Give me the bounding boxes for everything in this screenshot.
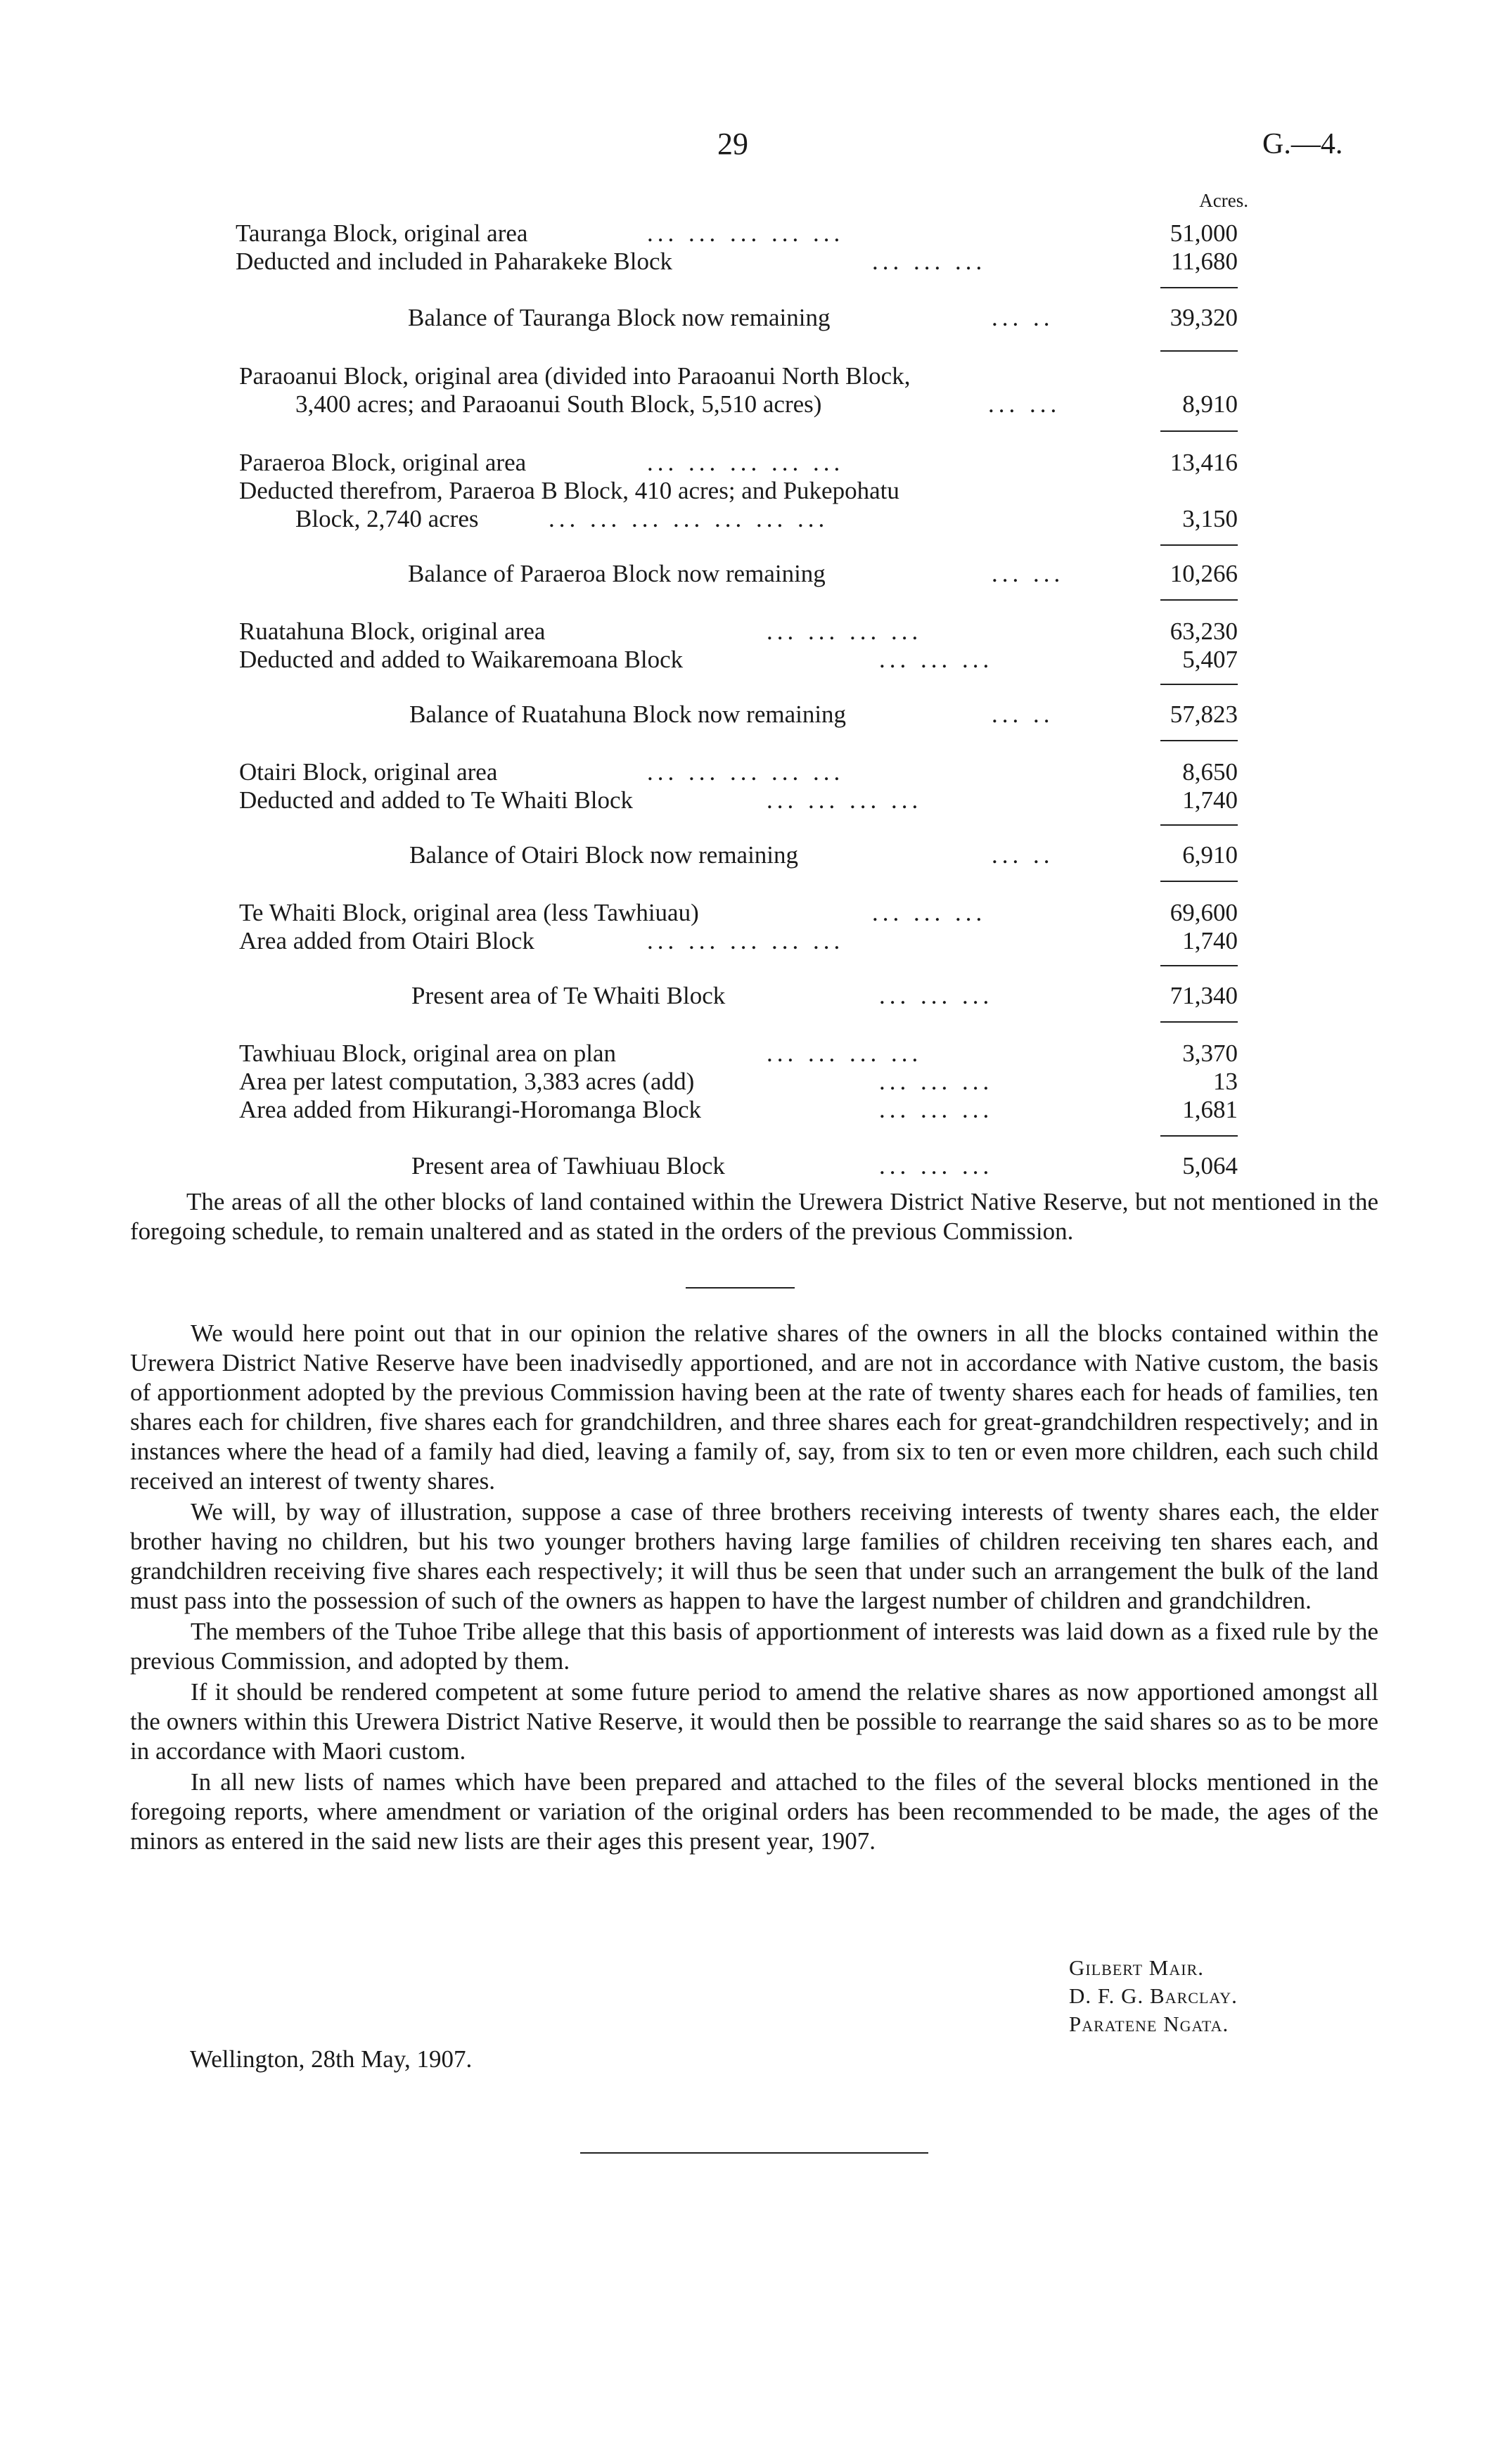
leader-dots: ... ... ... <box>879 646 994 673</box>
sum-rule <box>1160 350 1238 352</box>
schedule-value: 69,600 <box>1170 899 1238 926</box>
leader-dots: ... ... ... ... ... <box>647 927 845 954</box>
schedule-value: 1,681 <box>1182 1096 1238 1123</box>
balance-value: 57,823 <box>1170 701 1238 728</box>
schedule-value: 1,740 <box>1182 927 1238 954</box>
schedule-line: Deducted therefrom, Paraeroa B Block, 410 acres; and Pukepohatu <box>239 477 899 504</box>
leader-dots: ... ... ... ... ... <box>647 758 845 786</box>
sum-rule <box>1160 824 1238 826</box>
schedule-value: 8,650 <box>1182 758 1238 786</box>
body-text <box>130 1319 1378 1858</box>
schedule-value: 8,910 <box>1182 390 1238 418</box>
balance-line: Present area of Te Whaiti Block <box>411 982 726 1009</box>
sum-rule <box>1160 1021 1238 1023</box>
schedule-line: Tauranga Block, original area <box>236 219 528 247</box>
leader-dots: ... ... ... ... <box>767 1040 923 1067</box>
balance-value: 5,064 <box>1182 1152 1238 1180</box>
leader-dots: ... ... ... <box>879 1068 994 1095</box>
closing-note-text: The areas of all the other blocks of land contained within the Urewera District Native Reserve, but not mentioned in the foregoing schedule, to remain unaltered and as stated in the orders of the previous Commission. <box>130 1188 1378 1245</box>
page-number: 29 <box>717 127 748 161</box>
schedule-value: 51,000 <box>1170 219 1238 247</box>
leader-dots: ... ... ... <box>879 982 994 1009</box>
leader-dots: ... .. <box>992 841 1054 869</box>
sum-rule <box>1160 881 1238 882</box>
schedule-line: Block, 2,740 acres <box>295 505 479 532</box>
schedule-line: Area per latest computation, 3,383 acres (add) <box>239 1068 695 1095</box>
place-date: Wellington, 28th May, 1907. <box>190 2045 473 2073</box>
schedule-line: Ruatahuna Block, original area <box>239 618 546 645</box>
sum-rule <box>1160 544 1238 546</box>
signatory: Paratene Ngata. <box>1069 2012 1229 2036</box>
balance-value: 39,320 <box>1170 304 1238 331</box>
leader-dots: ... ... ... <box>872 899 987 926</box>
schedule-line: Paraoanui Block, original area (divided into Paraoanui North Block, <box>239 362 911 390</box>
closing-note <box>130 1187 1378 1248</box>
sum-rule <box>1160 430 1238 432</box>
section-divider <box>686 1287 795 1289</box>
schedule-line: Deducted and added to Waikaremoana Block <box>239 646 684 673</box>
balance-line: Balance of Otairi Block now remaining <box>409 841 799 869</box>
sum-rule <box>1160 1135 1238 1137</box>
paragraph: We would here point out that in our opinion the relative shares of the owners in all the blocks contained within the Urewera District Native Reserve have been inadvisedly apportioned, and are not in accordance with Native custom, the basis of apportionment adopted by the previous Commission having been at the rate of twenty shares each for heads of families, ten shares each for children, five shares each for grandchildren, and three shares each for great-grandchildren respectively; and in instances where the head of a family had died, leaving a family of, say, from six to ten or even more children, each such child received an interest of twenty shares. <box>130 1319 1378 1495</box>
paragraph: If it should be rendered competent at some future period to amend the relative shares as now apportioned amongst all the owners within this Urewera District Native Reserve, it would then be possible to rearrange the said shares so as to be more in accordance with Maori custom. <box>130 1678 1378 1765</box>
schedule-line: Otairi Block, original area <box>239 758 498 786</box>
leader-dots: ... .. <box>992 701 1054 728</box>
signatory: Gilbert Mair. <box>1069 1955 1205 1980</box>
schedule-line: Tawhiuau Block, original area on plan <box>239 1040 616 1067</box>
schedule-value: 5,407 <box>1182 646 1238 673</box>
schedule-value: 11,680 <box>1171 248 1238 275</box>
balance-line: Balance of Tauranga Block now remaining <box>408 304 831 331</box>
balance-line: Present area of Tawhiuau Block <box>411 1152 725 1180</box>
schedule-line: Area added from Otairi Block <box>239 927 534 954</box>
balance-line: Balance of Ruatahuna Block now remaining <box>409 701 847 728</box>
schedule-line: Te Whaiti Block, original area (less Tawhiuau) <box>239 899 699 926</box>
schedule-value: 3,370 <box>1182 1040 1238 1067</box>
leader-dots: ... .. <box>992 304 1054 331</box>
leader-dots: ... ... <box>992 560 1065 587</box>
schedule-value: 13 <box>1213 1068 1238 1095</box>
balance-value: 10,266 <box>1170 560 1238 587</box>
document-reference: G.—4. <box>1262 128 1343 160</box>
leader-dots: ... ... ... ... <box>767 618 923 645</box>
leader-dots: ... ... ... <box>879 1096 994 1123</box>
sum-rule <box>1160 287 1238 288</box>
sum-rule <box>1160 684 1238 685</box>
sum-rule <box>1160 599 1238 601</box>
schedule-line: 3,400 acres; and Paraoanui South Block, 5,510 acres) <box>295 390 822 418</box>
schedule-value: 3,150 <box>1182 505 1238 532</box>
leader-dots: ... ... ... ... <box>767 786 923 814</box>
balance-value: 71,340 <box>1170 982 1238 1009</box>
leader-dots: ... ... <box>988 390 1061 418</box>
schedule-line: Paraeroa Block, original area <box>239 449 527 476</box>
paragraph: We will, by way of illustration, suppose a case of three brothers receiving interests of twenty shares each, the elder brother having no children, but his two younger brothers having large families of children receiving ten shares each, and grandchildren receiving five shares each respectively; it will thus be seen that under such an arrangement the bulk of the land must pass into the possession of such of the owners as happen to have the largest number of children and grandchildren. <box>130 1498 1378 1614</box>
leader-dots: ... ... ... ... ... <box>647 449 845 476</box>
schedule-value: 63,230 <box>1170 618 1238 645</box>
schedule-line: Deducted and added to Te Whaiti Block <box>239 786 633 814</box>
balance-value: 6,910 <box>1182 841 1238 869</box>
signatory: D. F. G. Barclay. <box>1069 1983 1238 2008</box>
schedule-line: Deducted and included in Paharakeke Block <box>236 248 673 275</box>
paragraph: In all new lists of names which have been prepared and attached to the files of the several blocks mentioned in the foregoing reports, where amendment or variation of the original orders has been recommended to be made, the ages of the minors as entered in the said new lists are their ages this present year, 1907. <box>130 1768 1378 1855</box>
sum-rule <box>1160 965 1238 966</box>
leader-dots: ... ... ... ... ... ... ... <box>549 505 829 532</box>
schedule-value: 1,740 <box>1182 786 1238 814</box>
leader-dots: ... ... ... <box>872 248 987 275</box>
leader-dots: ... ... ... <box>879 1152 994 1180</box>
unit-label: Acres. <box>1199 190 1248 211</box>
schedule-line: Area added from Hikurangi-Horomanga Block <box>239 1096 702 1123</box>
leader-dots: ... ... ... ... ... <box>647 219 845 247</box>
paragraph: The members of the Tuhoe Tribe allege that this basis of apportionment of interests was laid down as a fixed rule by the previous Commission, and adopted by them. <box>130 1618 1378 1675</box>
balance-line: Balance of Paraeroa Block now remaining <box>408 560 826 587</box>
end-rule <box>580 2152 928 2154</box>
schedule-value: 13,416 <box>1170 449 1238 476</box>
sum-rule <box>1160 740 1238 741</box>
